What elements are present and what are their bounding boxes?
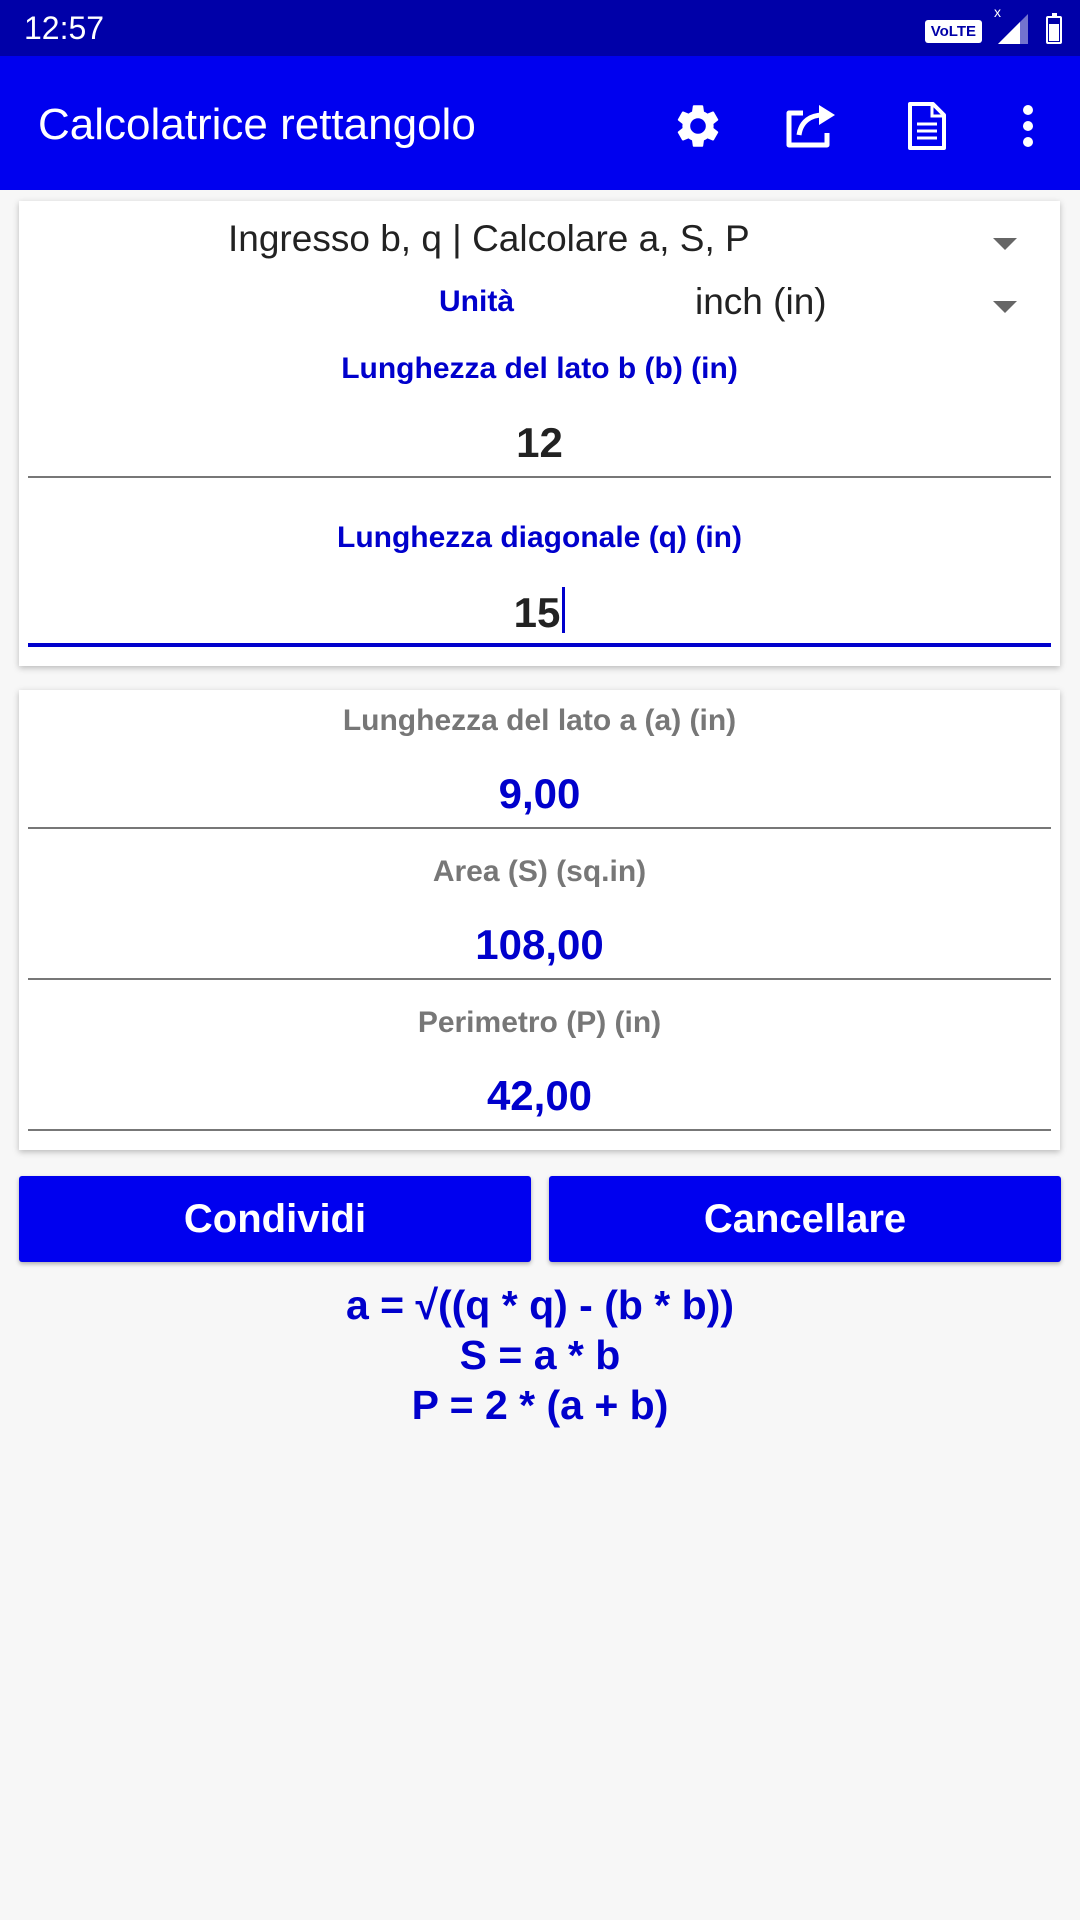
units-dropdown[interactable] [659,277,1060,333]
formula-perimeter: P = 2 * (a + b) [411,1382,669,1428]
settings-icon[interactable] [668,96,728,156]
units-dropdown-value: inch (in) [695,281,827,322]
signal-icon [994,4,1034,46]
side-a-underline [28,827,1051,829]
status-time: 12:57 [24,10,105,46]
units-dropdown-arrow-icon [993,301,1017,313]
side-a-value: 9,00 [498,770,581,817]
battery-icon [1046,16,1062,44]
formula-side-a: a = √((q * q) - (b * b)) [345,1282,735,1328]
diagonal-underline [28,643,1051,647]
results-card [19,690,1060,1150]
formulas [0,1280,1080,1430]
area-value: 108,00 [475,921,604,968]
share-button[interactable]: Condividi [19,1176,531,1262]
area-underline [28,978,1051,980]
text-cursor [562,587,565,633]
diagonal-label: Lunghezza diagonale (q) (in) [337,521,742,554]
mode-dropdown-arrow-icon [993,238,1017,250]
more-vert-icon[interactable] [998,96,1058,156]
formula-area: S = a * b [459,1332,621,1378]
diagonal-input[interactable] [19,587,1060,637]
status-bar [0,0,1080,56]
side-a-label: Lunghezza del lato a (a) (in) [342,704,737,737]
document-icon[interactable] [897,96,957,156]
units-label: Unità [439,285,514,318]
input-card [19,201,1060,666]
signal-x-label: x [994,4,1001,20]
side-b-input[interactable]: 12 [516,419,563,466]
side-b-underline [28,476,1051,478]
app-title: Calcolatrice rettangolo [38,100,476,149]
mode-dropdown[interactable] [19,214,1060,270]
mode-dropdown-value: Ingresso b, q | Calcolare a, S, P [228,218,750,259]
status-icons [925,4,1062,46]
perimeter-value: 42,00 [486,1072,593,1119]
share-icon[interactable] [780,96,840,156]
volte-icon: VoLTE [925,20,982,43]
diagonal-input-value: 15 [513,589,561,636]
perimeter-underline [28,1129,1051,1131]
app-bar [0,56,1080,190]
side-b-label: Lunghezza del lato b (b) (in) [341,352,738,385]
area-label: Area (S) (sq.in) [432,855,647,888]
clear-button[interactable]: Cancellare [549,1176,1061,1262]
perimeter-label: Perimetro (P) (in) [417,1006,662,1039]
